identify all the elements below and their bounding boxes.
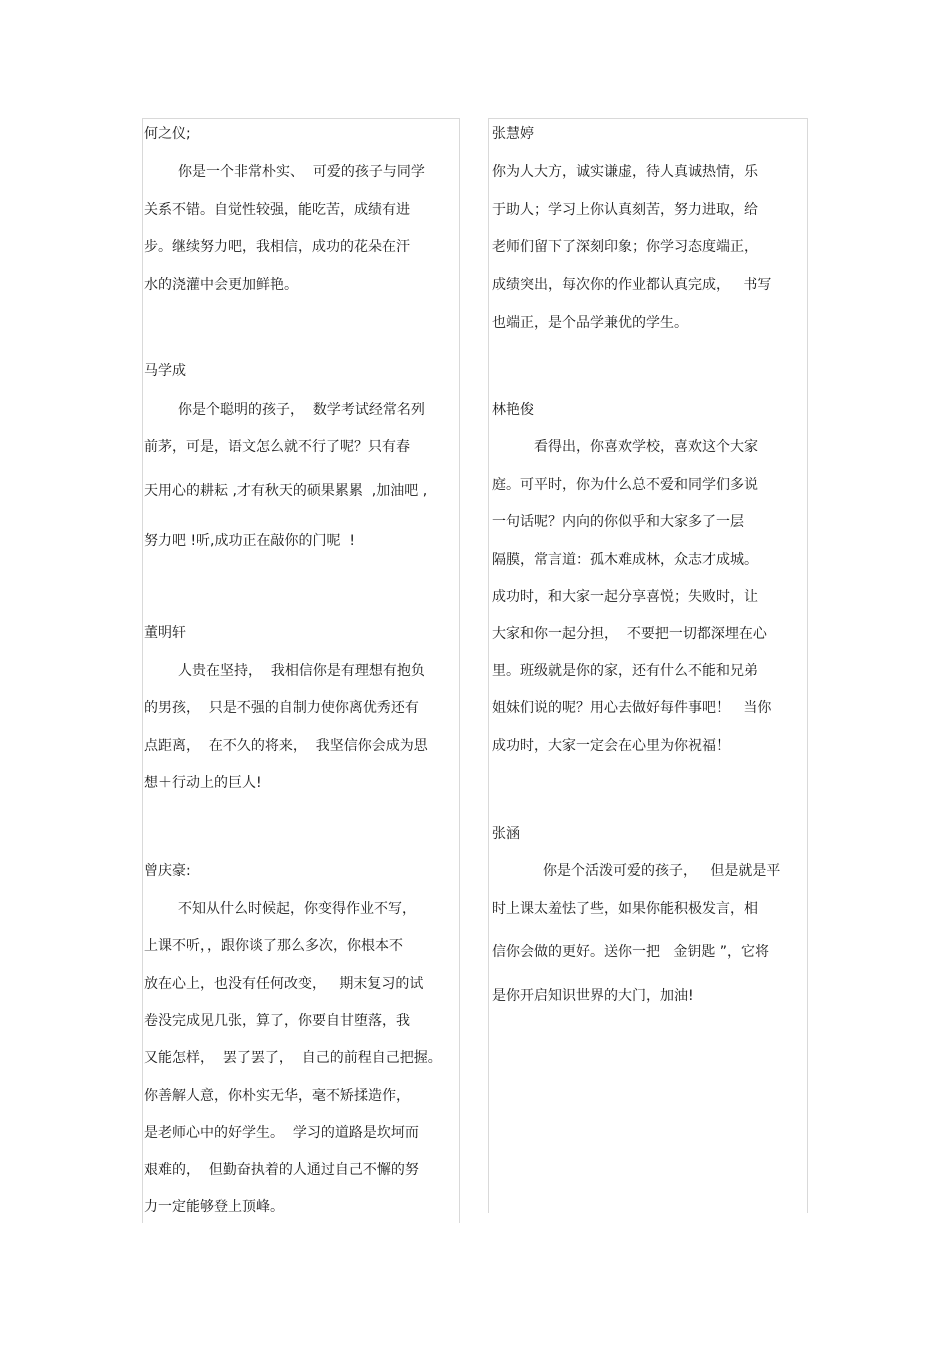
comment-line: 也端正，是个品学兼优的学生。 — [492, 315, 688, 331]
comment-line: 你是一个非常朴实、 可爱的孩子与同学 — [178, 164, 425, 180]
comment-line: 姐妹们说的呢？用心去做好每件事吧！ 当你 — [492, 700, 772, 716]
comment-line: 想＋行动上的巨人! — [144, 775, 262, 791]
student-name: 张涵 — [492, 826, 520, 842]
comment-line: 隔膜，常言道：孤木难成林，众志才成城。 — [492, 552, 758, 568]
student-name: 董明轩 — [144, 625, 186, 641]
comment-line: 关系不错。自觉性较强，能吃苦，成绩有进 — [144, 202, 410, 218]
comment-line: 卷没完成见几张，算了，你要自甘堕落，我 — [144, 1013, 410, 1029]
comment-line: 成功时，大家一定会在心里为你祝福！ — [492, 738, 730, 754]
student-name: 林艳俊 — [492, 402, 534, 418]
comment-line: 时上课太羞怯了些，如果你能积极发言，相 — [492, 901, 758, 917]
comment-line: 你为人大方，诚实谦虚，待人真诚热情，乐 — [492, 164, 758, 180]
comment-line: 你是个活泼可爱的孩子， 但是就是平 — [543, 863, 781, 879]
comment-line: 庭。可平时，你为什么总不爱和同学们多说 — [492, 477, 758, 493]
comment-line: 成功时，和大家一起分享喜悦；失败时，让 — [492, 589, 758, 605]
comment-line: 不知从什么时候起，你变得作业不写， — [178, 901, 416, 917]
comment-line: 力一定能够登上顶峰。 — [144, 1199, 284, 1215]
comment-line: 你是个聪明的孩子， 数学考试经常名列 — [178, 402, 425, 418]
comment-line: 大家和你一起分担， 不要把一切都深埋在心 — [492, 626, 767, 642]
comment-line: 努力吧 !听,成功正在敲你的门呢 ! — [144, 533, 356, 549]
student-name: 曾庆豪: — [144, 863, 191, 879]
comment-line: 又能怎样， 罢了罢了， 自己的前程自己把握。 — [144, 1050, 442, 1066]
comment-line: 步。继续努力吧，我相信，成功的花朵在汗 — [144, 239, 410, 255]
comment-line: 人贵在坚持， 我相信你是有理想有抱负 — [178, 663, 425, 679]
comment-line: 于助人；学习上你认真刻苦，努力进取，给 — [492, 202, 758, 218]
comment-line: 老师们留下了深刻印象；你学习态度端正， — [492, 239, 758, 255]
comment-line: 放在心上，也没有任何改变， 期末复习的试 — [144, 976, 424, 992]
right-column-border-left — [488, 118, 489, 1213]
comment-line: 信你会做的更好。送你一把 金钥匙 ”，它将 — [492, 944, 770, 960]
student-name: 马学成 — [144, 363, 186, 379]
comment-line: 是老师心中的好学生。 学习的道路是坎坷而 — [144, 1125, 419, 1141]
comment-line: 成绩突出，每次你的作业都认真完成， 书写 — [492, 277, 772, 293]
comment-line: 点距离， 在不久的将来， 我坚信你会成为思 — [144, 738, 428, 754]
comment-line: 水的浇灌中会更加鲜艳。 — [144, 277, 298, 293]
left-column-border-right — [459, 118, 460, 1223]
comment-line: 里。班级就是你的家，还有什么不能和兄弟 — [492, 663, 758, 679]
student-name: 何之仪; — [144, 126, 191, 142]
comment-line: 是你开启知识世界的大门，加油! — [492, 988, 694, 1004]
comment-line: 的男孩， 只是不强的自制力使你离优秀还有 — [144, 700, 419, 716]
student-name: 张慧婷 — [492, 126, 534, 142]
comment-line: 看得出，你喜欢学校，喜欢这个大家 — [534, 439, 758, 455]
comment-line: 你善解人意，你朴实无华，毫不矫揉造作， — [144, 1088, 410, 1104]
left-column-border-top — [142, 118, 459, 119]
left-column-border-left — [142, 118, 143, 1223]
right-column-border-right — [807, 118, 808, 1213]
comment-line: 天用心的耕耘 ,才有秋天的硕果累累 ,加油吧 , — [144, 483, 428, 499]
right-column-border-top — [488, 118, 807, 119]
comment-line: 上课不听，，跟你谈了那么多次，你根本不 — [144, 938, 403, 954]
comment-line: 前茅，可是，语文怎么就不行了呢？只有春 — [144, 439, 410, 455]
comment-line: 艰难的， 但勤奋执着的人通过自己不懈的努 — [144, 1162, 419, 1178]
comment-line: 一句话呢？内向的你似乎和大家多了一层 — [492, 514, 744, 530]
